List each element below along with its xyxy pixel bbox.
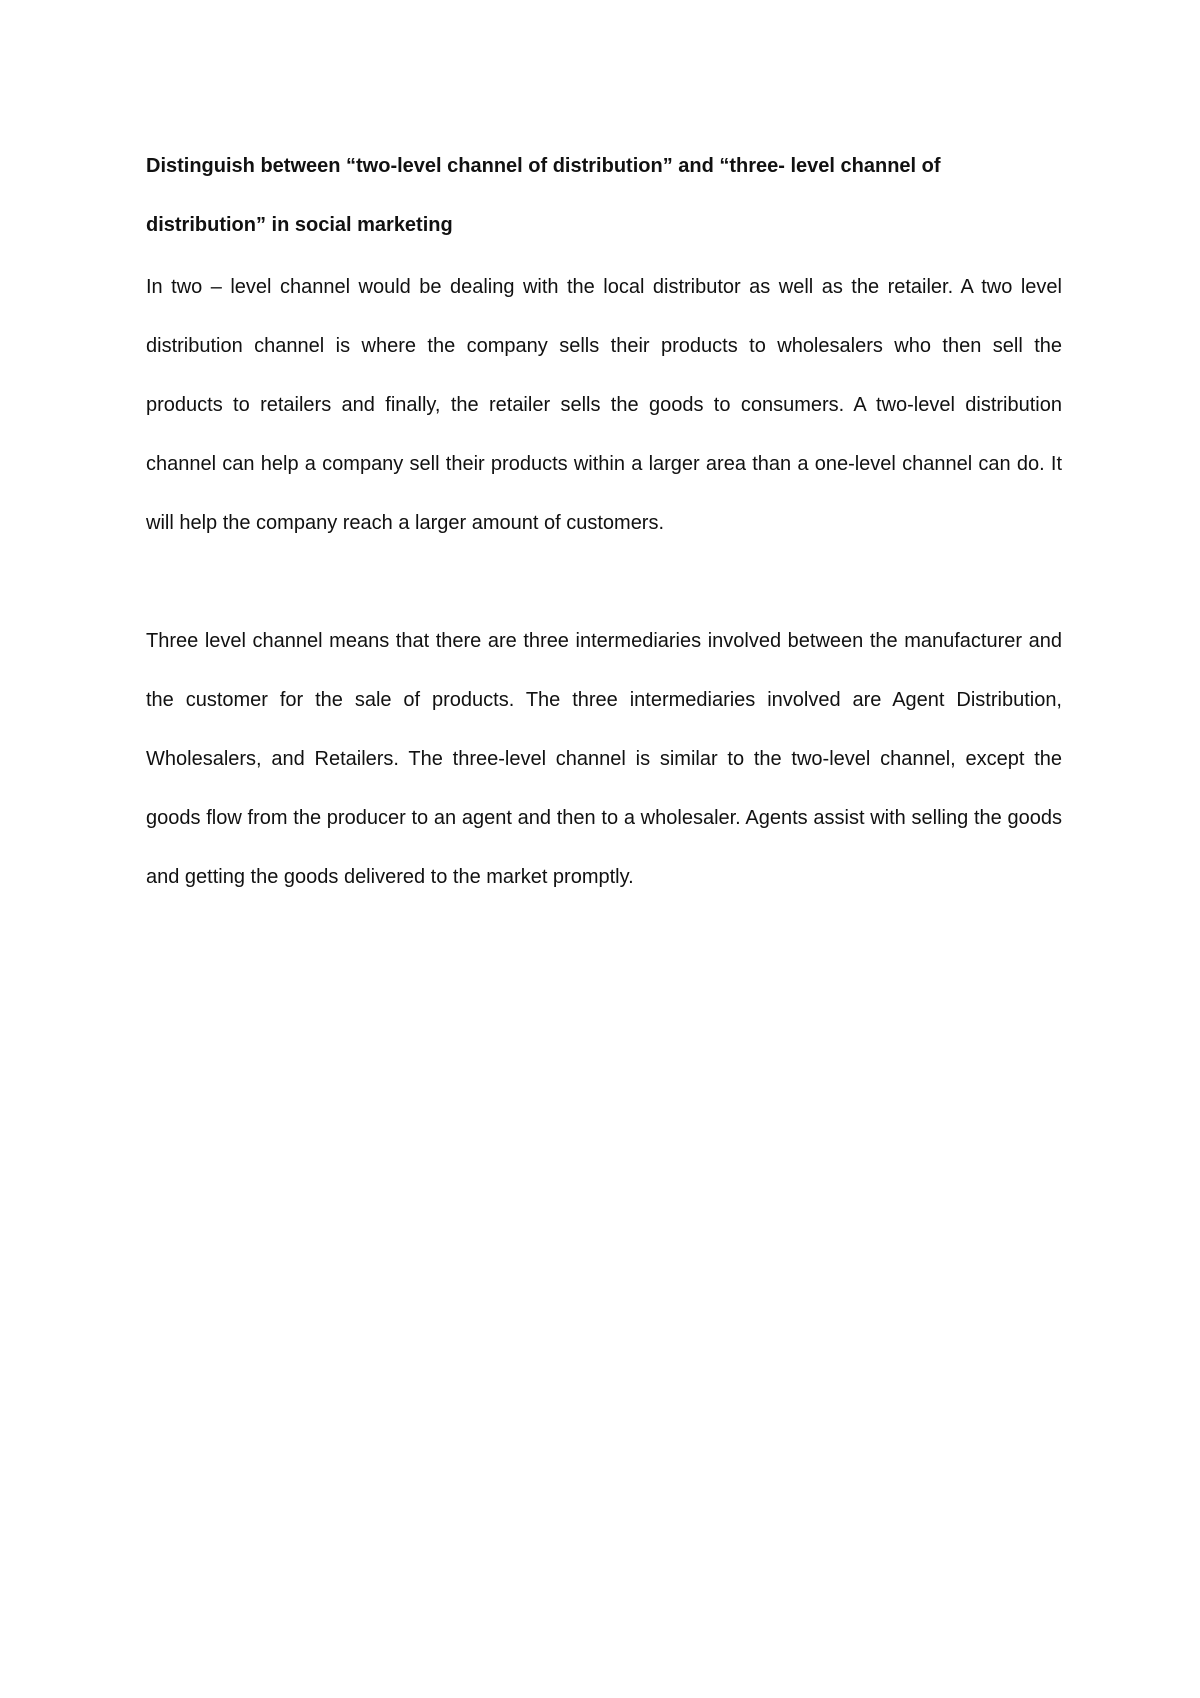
paragraph-two-level-channel: In two – level channel would be dealing with the local distributor as well as the retailer. A two level distribution channel is where the company sells their products to wholesalers who then sell the products to retailers and finally, the retailer sells the goods to consumers. A two-level distribution channel can help a company sell their products within a larger area than a one-level channel can do. It will help the company reach a larger amount of customers. <box>146 276 1062 534</box>
paragraph-three-level-channel: Three level channel means that there are three intermediaries involved between the manufacturer and the customer for the sale of products. The three intermediaries involved are Agent Distribution, Wholesalers, and Retailers. The three-level channel is similar to the two-level channel, except the goods flow from the producer to an agent and then to a wholesaler. Agents assist with selling the goods and getting the goods delivered to the market promptly. <box>146 630 1062 888</box>
document-heading: Distinguish between “two-level channel of distribution” and “three- level channel of distribution” in social marketing <box>146 155 941 236</box>
document-body <box>146 137 1062 907</box>
